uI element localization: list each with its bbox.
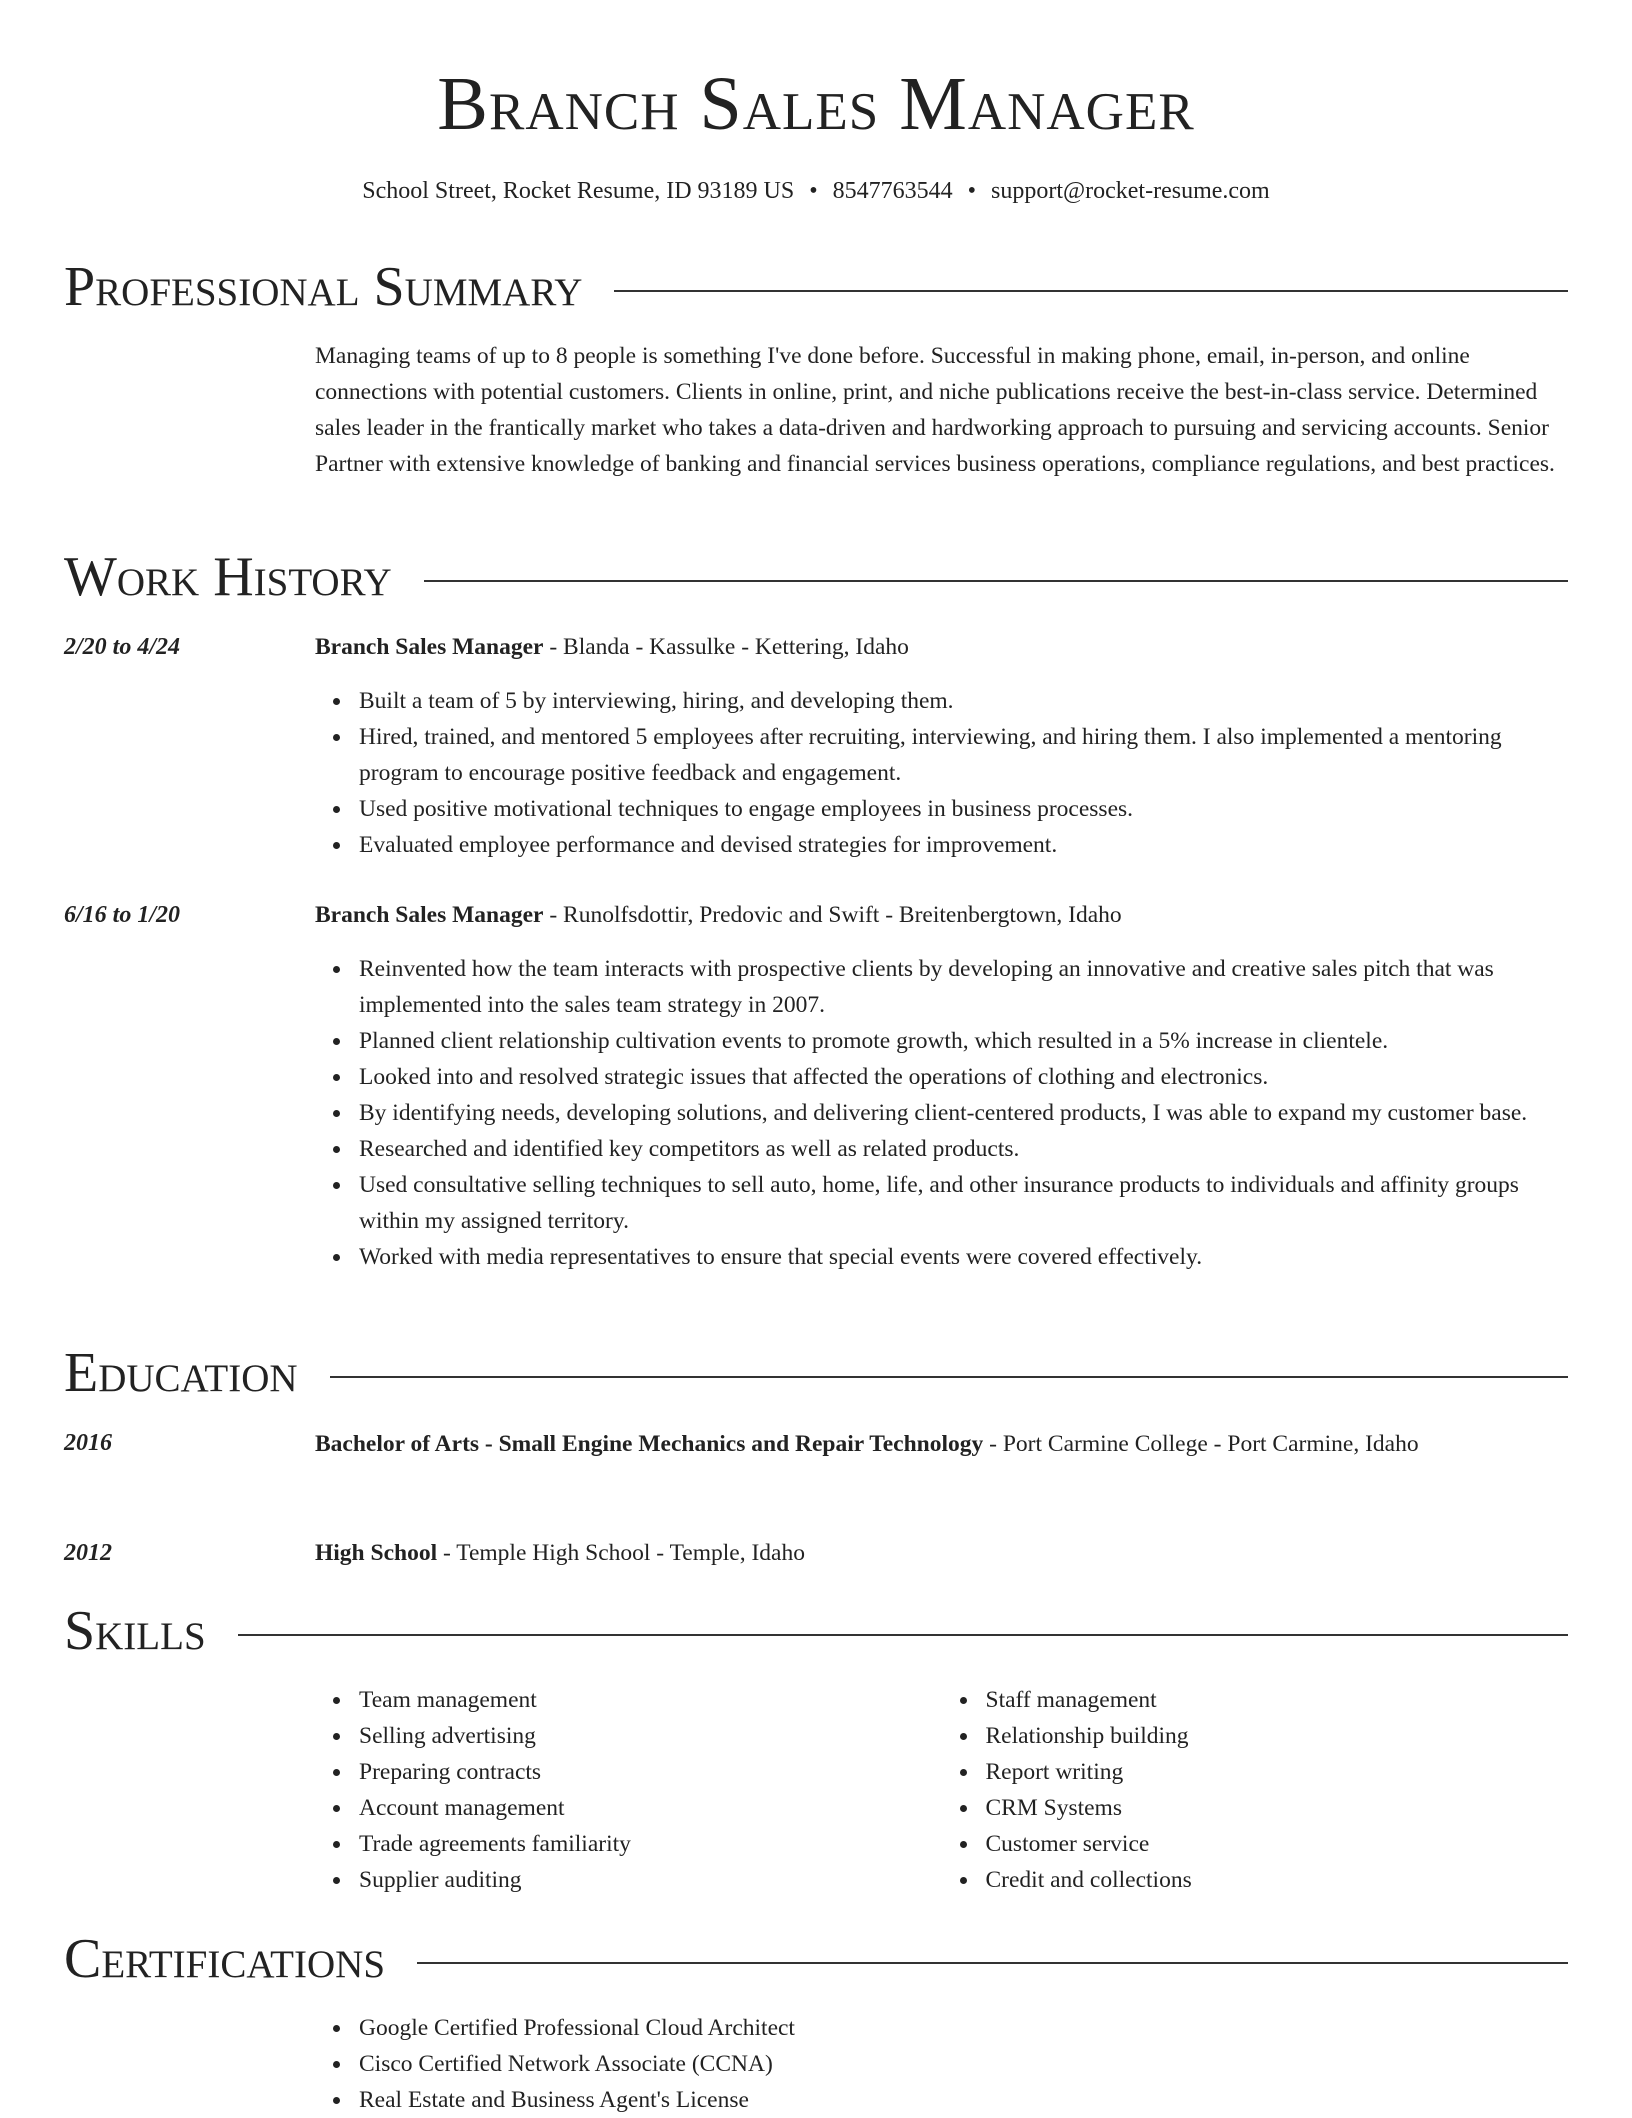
section-title: Certifications [64, 1928, 386, 1990]
skills-list-right [942, 1682, 1569, 1898]
section-divider [424, 580, 1568, 582]
skill-item: Staff management [986, 1682, 1569, 1718]
education-degree: High School [315, 1540, 438, 1566]
email: support@rocket-resume.com [991, 178, 1270, 204]
job-entry [64, 897, 1568, 1275]
education-entry [64, 1535, 1568, 1571]
phone: 8547763544 [832, 178, 953, 204]
education-degree: Bachelor of Arts - Small Engine Mechanics and Repair Technology [315, 1431, 984, 1457]
page-title: Branch Sales Manager [437, 62, 1195, 146]
section-header-education [64, 1338, 1568, 1408]
section-title: Education [64, 1342, 298, 1404]
certification-item: Cisco Certified Network Associate (CCNA) [359, 2046, 1568, 2082]
list-item: Evaluated employee performance and devised strategies for improvement. [359, 827, 1568, 863]
certification-item: Google Certified Professional Cloud Architect [359, 2010, 1568, 2046]
section-title: Professional Summary [64, 256, 583, 318]
job-heading [315, 897, 1568, 933]
list-item: Built a team of 5 by interviewing, hiring, and developing them. [359, 683, 1568, 719]
job-heading [315, 629, 1568, 665]
skills-list-left [315, 1682, 942, 1898]
skill-item: Account management [359, 1790, 942, 1826]
skills-block [64, 1682, 1568, 1898]
separator: • [809, 178, 818, 204]
list-item: Hired, trained, and mentored 5 employees after recruiting, interviewing, and hiring them. I also implemented a mentoring program to encourage positive feedback and engagement. [359, 719, 1568, 791]
list-item: Worked with media representatives to ensure that special events were covered effectively. [359, 1239, 1568, 1275]
section-divider [417, 1962, 1568, 1964]
job-dates: 6/16 to 1/20 [64, 902, 181, 928]
job-details: - Blanda - Kassulke - Kettering, Idaho [543, 634, 909, 660]
section-header-skills [64, 1596, 1568, 1666]
address: School Street, Rocket Resume, ID 93189 US [362, 178, 795, 204]
section-header-summary [64, 252, 1568, 322]
skill-item: Customer service [986, 1826, 1569, 1862]
job-bullets [315, 683, 1568, 863]
summary-block [64, 338, 1568, 482]
education-details: - Port Carmine College - Port Carmine, Idaho [983, 1431, 1419, 1457]
list-item: Reinvented how the team interacts with prospective clients by developing an innovative and creative sales pitch that was implemented into the sales team strategy in 2007. [359, 951, 1568, 1023]
job-role: Branch Sales Manager [315, 902, 544, 928]
list-item: Looked into and resolved strategic issues that affected the operations of clothing and electronics. [359, 1059, 1568, 1095]
skill-item: Trade agreements familiarity [359, 1826, 942, 1862]
skill-item: Supplier auditing [359, 1862, 942, 1898]
contact-line [0, 178, 1632, 205]
job-role: Branch Sales Manager [315, 634, 544, 660]
education-year: 2012 [64, 1540, 112, 1566]
list-item: Planned client relationship cultivation events to promote growth, which resulted in a 5% increase in clientele. [359, 1023, 1568, 1059]
job-details: - Runolfsdottir, Predovic and Swift - Breitenbergtown, Idaho [543, 902, 1122, 928]
education-details: - Temple High School - Temple, Idaho [437, 1540, 805, 1566]
education-heading [315, 1425, 1568, 1463]
education-entry [64, 1425, 1568, 1463]
summary-text: Managing teams of up to 8 people is something I've done before. Successful in making phone, email, in-person, and online connections with potential customers. Clients in online, print, and niche publications receive the best-in-class service. Determined sales leader in the frantically market who takes a data-driven and hardworking approach to pursuing and servicing accounts. Senior Partner with extensive knowledge of banking and financial services business operations, compliance regulations, and best practices. [315, 343, 1555, 477]
section-title: Work History [64, 546, 392, 608]
certifications-list [315, 2010, 1568, 2118]
skills-columns [315, 1682, 1568, 1898]
education-heading [315, 1535, 1568, 1571]
certification-item: Real Estate and Business Agent's License [359, 2082, 1568, 2118]
job-bullets [315, 951, 1568, 1275]
section-title: Skills [64, 1600, 206, 1662]
list-item: Researched and identified key competitors as well as related products. [359, 1131, 1568, 1167]
list-item: By identifying needs, developing solutions, and delivering client-centered products, I was able to expand my customer base. [359, 1095, 1568, 1131]
skill-item: CRM Systems [986, 1790, 1569, 1826]
section-divider [614, 290, 1568, 292]
section-divider [330, 1376, 1568, 1378]
job-entry [64, 629, 1568, 863]
skill-item: Preparing contracts [359, 1754, 942, 1790]
list-item: Used consultative selling techniques to sell auto, home, life, and other insurance products to individuals and affinity groups within my assigned territory. [359, 1167, 1568, 1239]
skill-item: Relationship building [986, 1718, 1569, 1754]
skill-item: Team management [359, 1682, 942, 1718]
education-year: 2016 [64, 1430, 112, 1456]
skill-item: Selling advertising [359, 1718, 942, 1754]
separator: • [967, 178, 977, 204]
list-item: Used positive motivational techniques to engage employees in business processes. [359, 791, 1568, 827]
skill-item: Credit and collections [986, 1862, 1569, 1898]
section-header-work [64, 542, 1568, 612]
section-divider [238, 1634, 1568, 1636]
job-dates: 2/20 to 4/24 [64, 634, 181, 660]
certifications-block [64, 2010, 1568, 2118]
skill-item: Report writing [986, 1754, 1569, 1790]
section-header-certifications [64, 1924, 1568, 1994]
